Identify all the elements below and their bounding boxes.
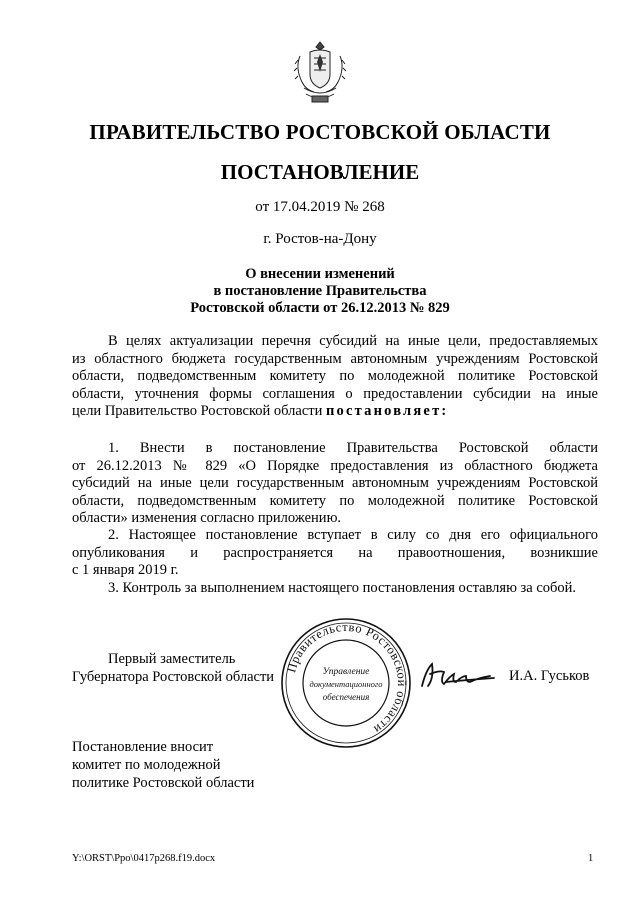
preamble-paragraph (72, 333, 598, 421)
note-line: политике Ростовской области (72, 775, 255, 791)
text-line: области» изменения согласно приложению. (72, 510, 342, 526)
text-line: субсидий на иные цели государственным автономным учреждениям Ростовской (72, 475, 598, 491)
note-line: комитет по молодежной (72, 757, 221, 773)
text-line: области, подведомственным комитету по молодежной политике Ростовской (72, 492, 598, 509)
document-subject (0, 266, 640, 317)
document-type: ПОСТАНОВЛЕНИЕ (220, 160, 420, 184)
handwritten-signature-icon (416, 656, 500, 696)
text-line: опубликования и распространяется на правоотношения, возникшие (72, 544, 598, 561)
text-line: 3. Контроль за выполнением настоящего постановления оставляю за собой. (108, 580, 577, 596)
text-line: области, уточнения формы соглашения о предоставлении субсидии на иные (72, 385, 598, 402)
item-2-paragraph (72, 527, 598, 580)
subject-line: в постановление Правительства (213, 283, 427, 299)
text-line: с 1 января 2019 г. (72, 562, 179, 578)
text-line: области, подведомственным комитету по молодежной политике Ростовской (72, 368, 598, 384)
subject-line: Ростовской области от 26.12.2013 № 829 (190, 300, 450, 316)
introduced-by-note (72, 738, 254, 792)
preamble-text: цели Правительство Ростовской области (72, 403, 323, 419)
official-stamp (279, 616, 413, 750)
text-line: из областного бюджета государственным автономным учреждениям Ростовской (72, 350, 598, 367)
stamp-inner-text: Управление (322, 667, 370, 677)
page-number: 1 (588, 853, 594, 864)
position-line: Губернатора Ростовской области (72, 669, 275, 685)
position-line: Первый заместитель (108, 651, 236, 667)
signatory-name: И.А. Гуськов (509, 668, 590, 684)
subject-line: О внесении изменений (245, 266, 395, 282)
signatory-position (72, 650, 274, 686)
resolves-word: постановляет: (325, 403, 449, 419)
stamp-inner-text: документационного (309, 679, 383, 689)
stamp-ring-text: Правительство Ростовской области (284, 619, 410, 737)
document-city: г. Ростов-на-Дону (263, 231, 377, 247)
document-date-number: от 17.04.2019 № 268 (255, 199, 385, 215)
text-line: 2. Настоящее постановление вступает в силу со дня его официального (108, 527, 598, 543)
file-path: Y:\ORST\Ppo\0417p268.f19.docx (72, 853, 216, 864)
text-line (72, 403, 598, 421)
stamp-inner-text: обеспечения (322, 692, 370, 702)
text-line: 1. Внести в постановление Правительства Ростовской области (108, 440, 598, 456)
coat-of-arms-icon (292, 38, 348, 106)
note-line: Постановление вносит (72, 739, 214, 755)
item-3-paragraph (72, 580, 598, 598)
text-line: от 26.12.2013 № 829 «О Порядке предоставления из областного бюджета (72, 457, 598, 474)
organization-title: ПРАВИТЕЛЬСТВО РОСТОВСКОЙ ОБЛАСТИ (89, 120, 551, 144)
text-line: В целях актуализации перечня субсидий на иные цели, предоставляемых (108, 333, 598, 349)
item-1-paragraph (72, 440, 598, 528)
